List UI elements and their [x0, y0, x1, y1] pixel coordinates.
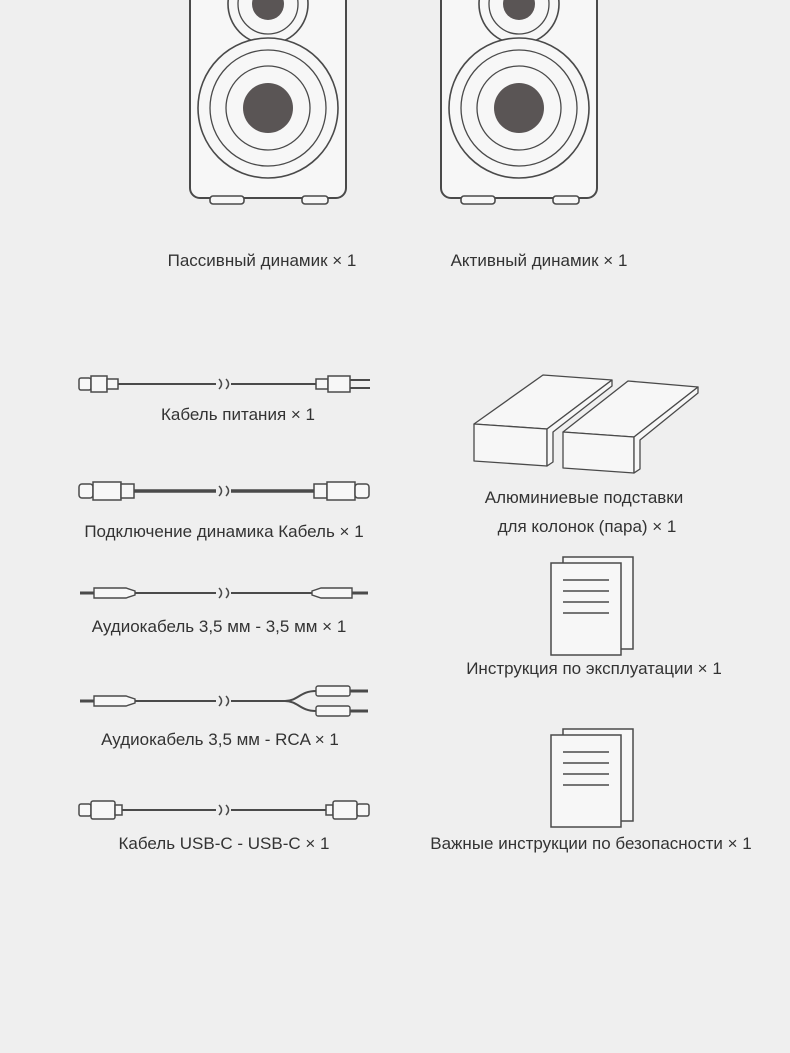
- active-speaker-icon: [441, 0, 597, 204]
- usb-c-cable-label: Кабель USB-C - USB-C × 1: [118, 834, 330, 853]
- document-icon: [551, 557, 633, 655]
- active-speaker-label: Активный динамик × 1: [450, 251, 628, 270]
- passive-speaker-icon: [190, 0, 346, 204]
- aluminum-stands-icon: [474, 375, 698, 473]
- passive-speaker-label: Пассивный динамик × 1: [167, 251, 357, 270]
- speaker-cable-label: Подключение динамика Кабель × 1: [84, 522, 364, 541]
- aux-cable-label: Аудиокабель 3,5 мм - 3,5 мм × 1: [91, 617, 347, 636]
- stands-label-line2: для колонок (пара) × 1: [497, 517, 677, 536]
- safety-instructions-label: Важные инструкции по безопасности × 1: [430, 834, 752, 853]
- document-icon: [551, 729, 633, 827]
- usb-c-cable-icon: [79, 801, 369, 819]
- stands-label-line1: Алюминиевые подставки: [484, 488, 684, 507]
- speaker-cable-icon: [79, 482, 369, 500]
- power-cable-label: Кабель питания × 1: [161, 405, 315, 424]
- rca-cable-label: Аудиокабель 3,5 мм - RCA × 1: [101, 730, 339, 749]
- aux-cable-icon: [80, 588, 368, 598]
- power-cable-icon: [79, 376, 370, 392]
- rca-cable-icon: [80, 686, 368, 716]
- manual-label: Инструкция по эксплуатации × 1: [466, 659, 722, 678]
